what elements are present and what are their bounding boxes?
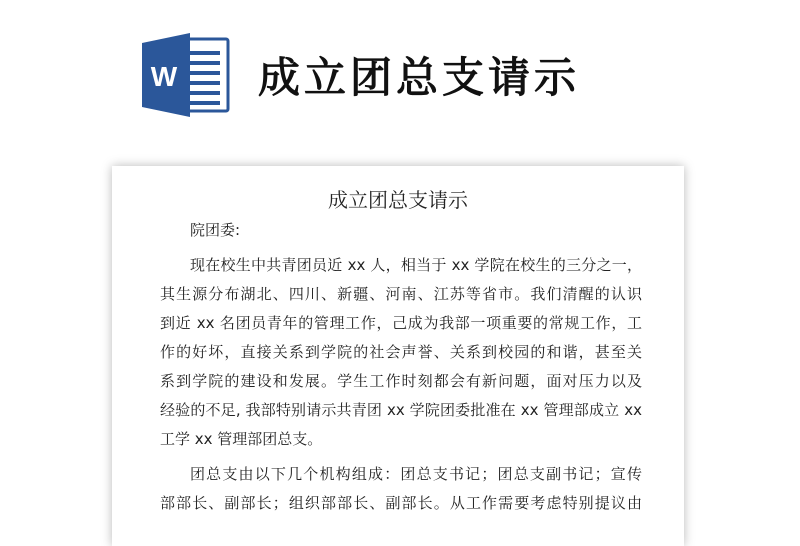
- page-title: 成立团总支请示: [258, 53, 581, 102]
- paragraph-1-line-3: 到近 xx 名团员青年的管理工作，己成为我部一项重要的常规工作，工: [160, 314, 642, 332]
- paragraph-1-line-5: 系到学院的建设和发展。学生工作时刻都会有新问题，面对压力以及: [160, 372, 642, 390]
- paragraph-1-line-2: 其生源分布湖北、四川、新疆、河南、江苏等省市。我们清醒的认识: [160, 285, 642, 303]
- paragraph-2-line-2: 部部长、副部长；组织部部长、副部长。从工作需要考虑特别提议由: [160, 494, 642, 512]
- document-title: 成立团总支请示: [328, 188, 468, 212]
- paragraph-1-line-6: 经验的不足, 我部特别请示共青团 xx 学院团委批准在 xx 管理部成立 xx: [160, 401, 642, 419]
- paragraph-1-line-1: 现在校生中共青团员近 xx 人，相当于 xx 学院在校生的三分之一，: [190, 256, 642, 274]
- word-icon-letter: W: [150, 61, 178, 92]
- paragraph-1-line-4: 作的好坏，直接关系到学院的社会声誉、关系到校园的和谐，甚至关: [160, 343, 642, 361]
- salutation: 院团委:: [190, 221, 241, 239]
- paragraph-2-line-1: 团总支由以下几个机构组成：团总支书记；团总支副书记；宣传: [190, 465, 642, 483]
- header-banner: [0, 0, 800, 150]
- document-page: [112, 166, 684, 546]
- document-body: [160, 216, 642, 518]
- paragraph-1-line-7: 工学 xx 管理部团总支。: [160, 430, 323, 448]
- word-document-icon: [142, 33, 230, 117]
